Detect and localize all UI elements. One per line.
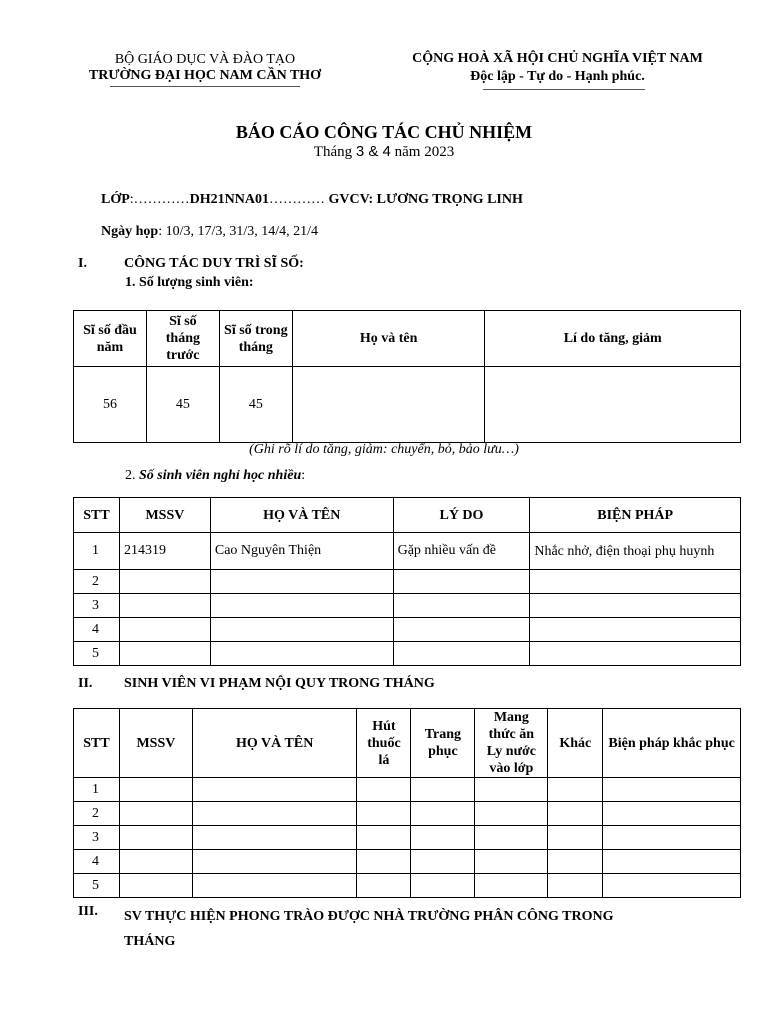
university-name: TRƯỜNG ĐẠI HỌC NAM CẦN THƠ — [88, 68, 322, 83]
cell-attire — [411, 874, 475, 898]
cell-current-count: 45 — [219, 367, 292, 443]
col-header-full-name: Họ và tên — [292, 311, 485, 367]
cell-smoking — [357, 826, 411, 850]
cell-full-name — [210, 618, 393, 642]
university-underline — [110, 86, 300, 87]
subtitle-prefix: Tháng — [313, 144, 353, 160]
section1-heading: CÔNG TÁC DUY TRÌ SĨ SỐ: — [124, 256, 304, 271]
col-header-other: Khác — [548, 709, 603, 778]
cell-full-name — [192, 874, 357, 898]
table-row — [74, 367, 741, 443]
ministry-name: BỘ GIÁO DỤC VÀ ĐÀO TẠO — [114, 52, 296, 67]
cell-mssv — [119, 594, 210, 618]
cell-stt: 5 — [74, 874, 120, 898]
report-subtitle — [0, 143, 768, 161]
cell-remedy — [603, 850, 741, 874]
motto: Độc lập - Tự do - Hạnh phúc. — [470, 69, 645, 84]
col-header-mssv: MSSV — [119, 498, 210, 533]
cell-mssv — [119, 642, 210, 666]
cell-full-name — [210, 594, 393, 618]
cell-attire — [411, 826, 475, 850]
cell-full-name — [192, 802, 357, 826]
cell-other — [548, 778, 603, 802]
issuer-block — [60, 52, 350, 84]
section3-roman: III. — [78, 904, 98, 919]
cell-other — [548, 826, 603, 850]
cell-full-name — [210, 570, 393, 594]
cell-attire — [411, 778, 475, 802]
cell-stt: 2 — [74, 802, 120, 826]
col-header-reason: LÝ DO — [393, 498, 530, 533]
violation-table — [73, 708, 741, 898]
cell-measure — [530, 642, 741, 666]
table-row — [74, 850, 741, 874]
cell-reason — [393, 618, 530, 642]
cell-mssv — [119, 850, 192, 874]
cell-mssv — [119, 802, 192, 826]
cell-full-name — [192, 826, 357, 850]
class-dots-after: ………… — [269, 192, 326, 207]
table-row — [74, 594, 741, 618]
table-header-row — [74, 709, 741, 778]
cell-stt: 3 — [74, 826, 120, 850]
table-row — [74, 618, 741, 642]
cell-food-drink — [475, 778, 548, 802]
col-header-attire: Trang phục — [411, 709, 475, 778]
cell-stt: 1 — [74, 778, 120, 802]
cell-remedy — [603, 778, 741, 802]
sub2-number: 2. — [125, 468, 136, 483]
cell-food-drink — [475, 826, 548, 850]
table-row — [74, 778, 741, 802]
col-header-stt: STT — [74, 709, 120, 778]
meeting-label: Ngày họp — [101, 224, 159, 239]
section3-heading — [124, 904, 724, 954]
section1-sub1: 1. Số lượng sinh viên: — [125, 275, 254, 290]
table-row — [74, 874, 741, 898]
section2-heading: SINH VIÊN VI PHẠM NỘI QUY TRONG THÁNG — [124, 676, 435, 691]
section3-heading-line2: THÁNG — [124, 934, 176, 949]
sub2-colon: : — [301, 468, 306, 483]
cell-food-drink — [475, 802, 548, 826]
cell-measure — [530, 618, 741, 642]
cell-smoking — [357, 778, 411, 802]
cell-food-drink — [475, 850, 548, 874]
class-info-line — [101, 192, 523, 208]
meeting-dates-line — [101, 224, 318, 240]
cell-mssv — [119, 570, 210, 594]
national-motto-block — [385, 50, 730, 86]
col-header-reason: Lí do tăng, giảm — [485, 311, 741, 367]
col-header-full-name: HỌ VÀ TÊN — [192, 709, 357, 778]
cell-remedy — [603, 826, 741, 850]
cell-attire — [411, 802, 475, 826]
class-code: DH21NNA01 — [189, 192, 270, 207]
subtitle-suffix: năm 2023 — [394, 144, 455, 160]
cell-measure — [530, 570, 741, 594]
class-dots-before: :………… — [129, 192, 190, 207]
col-header-stt: STT — [74, 498, 120, 533]
table-row — [74, 533, 741, 570]
cell-attire — [411, 850, 475, 874]
motto-underline — [483, 89, 645, 90]
cell-reason — [393, 570, 530, 594]
cell-stt: 4 — [74, 850, 120, 874]
cell-full-name: Cao Nguyên Thiện — [210, 533, 393, 570]
cell-mssv — [119, 778, 192, 802]
report-title: BÁO CÁO CÔNG TÁC CHỦ NHIỆM — [235, 122, 533, 142]
frequent-absence-table — [73, 497, 741, 666]
cell-other — [548, 850, 603, 874]
cell-start-count: 56 — [74, 367, 147, 443]
cell-mssv — [119, 874, 192, 898]
table-row — [74, 642, 741, 666]
col-header-current-count: Sĩ số trong tháng — [219, 311, 292, 367]
class-label: LỚP — [101, 192, 130, 207]
table-row — [74, 570, 741, 594]
cell-smoking — [357, 802, 411, 826]
cell-reason: Gặp nhiều vấn đề — [393, 533, 530, 570]
cell-stt: 5 — [74, 642, 120, 666]
cell-smoking — [357, 874, 411, 898]
table1-note: (Ghi rõ lí do tăng, giảm: chuyển, bỏ, bảo lưu…) — [249, 442, 519, 457]
advisor-label: GVCV — [328, 192, 369, 207]
table-header-row — [74, 498, 741, 533]
section3-heading-line1: SV THỰC HIỆN PHONG TRÀO ĐƯỢC NHÀ TRƯỜNG PHÂN CÔNG TRONG — [124, 909, 614, 924]
meeting-dates: : 10/3, 17/3, 31/3, 14/4, 21/4 — [158, 224, 319, 239]
sub2-text: Số sinh viên nghỉ học nhiều — [139, 468, 302, 483]
table-header-row — [74, 311, 741, 367]
col-header-remedy: Biện pháp khắc phục — [603, 709, 741, 778]
col-header-full-name: HỌ VÀ TÊN — [210, 498, 393, 533]
section1-sub2 — [125, 468, 305, 484]
cell-stt: 2 — [74, 570, 120, 594]
col-header-food-drink: Mang thức ăn Ly nước vào lớp — [475, 709, 548, 778]
col-header-mssv: MSSV — [119, 709, 192, 778]
cell-stt: 3 — [74, 594, 120, 618]
cell-remedy — [603, 874, 741, 898]
advisor-name-colon — [368, 192, 522, 207]
section1-roman: I. — [78, 256, 87, 271]
table-row — [74, 826, 741, 850]
col-header-last-month-count: Sĩ số tháng trước — [146, 311, 219, 367]
cell-remedy — [603, 802, 741, 826]
cell-other — [548, 802, 603, 826]
cell-reason — [485, 367, 741, 443]
republic-name: CỘNG HOÀ XÃ HỘI CHỦ NGHĨA VIỆT NAM — [412, 51, 703, 66]
student-count-table — [73, 310, 741, 443]
cell-full-name — [192, 850, 357, 874]
cell-full-name — [192, 778, 357, 802]
cell-smoking — [357, 850, 411, 874]
cell-mssv: 214319 — [119, 533, 210, 570]
cell-reason — [393, 642, 530, 666]
cell-stt: 4 — [74, 618, 120, 642]
cell-reason — [393, 594, 530, 618]
subtitle-months: 3 & 4 — [355, 143, 391, 160]
table-row — [74, 802, 741, 826]
cell-stt: 1 — [74, 533, 120, 570]
col-header-smoking: Hút thuốc lá — [357, 709, 411, 778]
cell-food-drink — [475, 874, 548, 898]
cell-mssv — [119, 618, 210, 642]
cell-mssv — [119, 826, 192, 850]
col-header-start-count: Sĩ số đầu năm — [74, 311, 147, 367]
cell-measure: Nhắc nhở, điện thoại phụ huynh — [530, 533, 741, 570]
cell-measure — [530, 594, 741, 618]
cell-full-name — [210, 642, 393, 666]
cell-last-month-count: 45 — [146, 367, 219, 443]
cell-full-name — [292, 367, 485, 443]
section2-roman: II. — [78, 676, 93, 691]
cell-other — [548, 874, 603, 898]
col-header-measure: BIỆN PHÁP — [530, 498, 741, 533]
advisor-name: : LƯƠNG TRỌNG LINH — [368, 192, 523, 207]
